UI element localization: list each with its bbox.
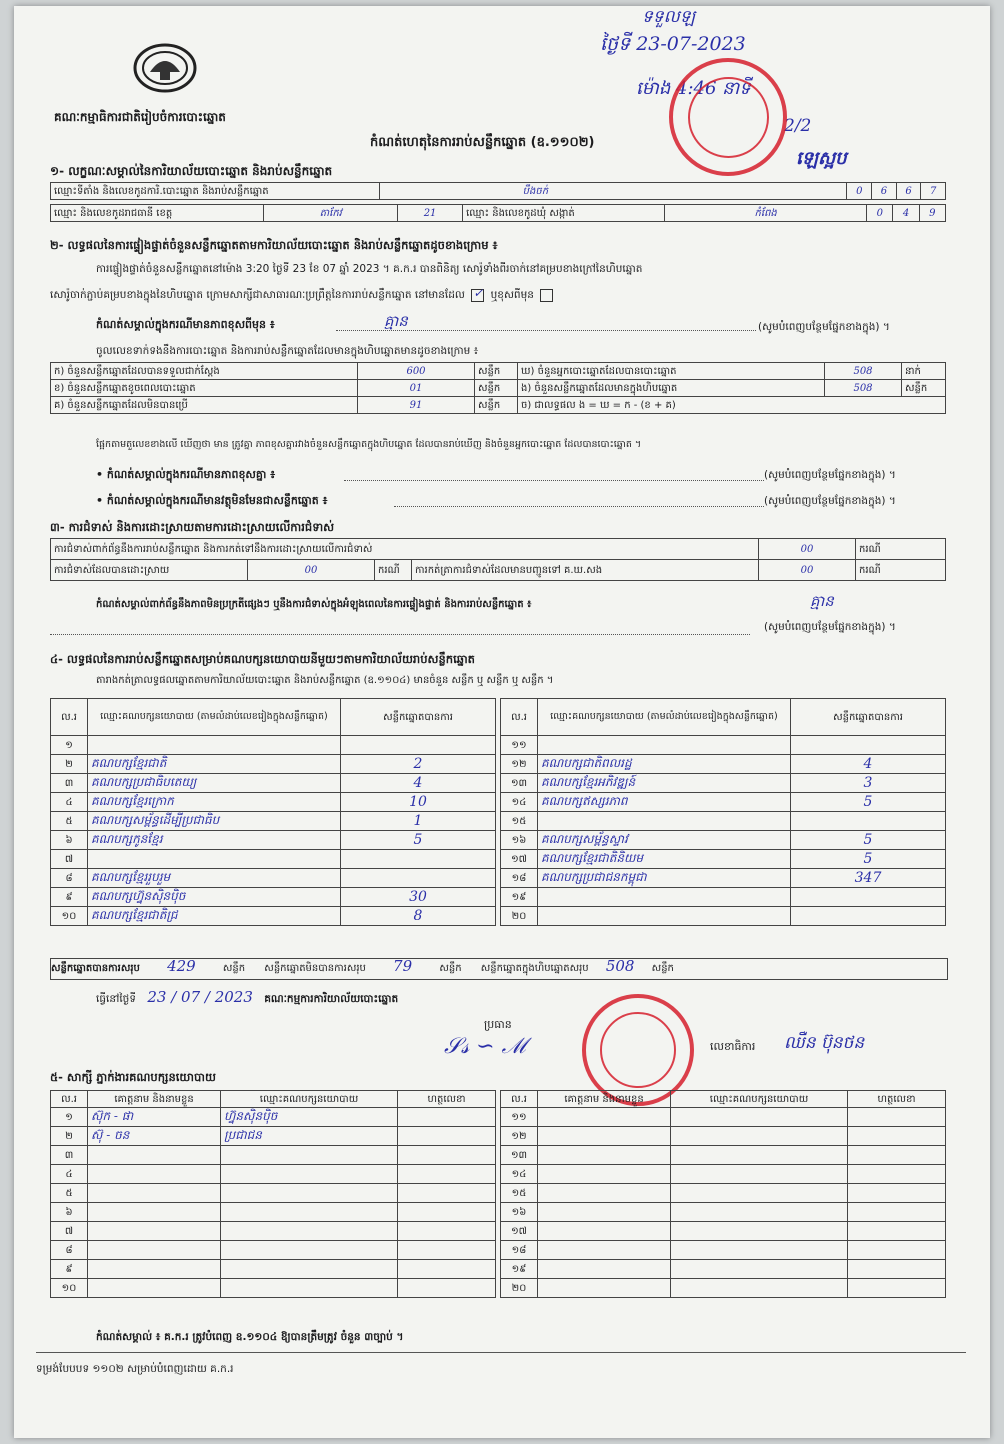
- s2-c-label: គ) ចំនួនសន្លឹកឆ្នោតដែលមិនបានប្រើ: [51, 397, 358, 414]
- s3-r1-value: 00: [759, 539, 856, 560]
- form-footer: ទម្រង់បែបបទ ១១០២ សម្រាប់បំពេញដោយ គ.ក.រ: [36, 1363, 234, 1375]
- label-different: ឬខុសពីមុន: [490, 289, 534, 301]
- row-party: គណបក្សសម្ព័ន្ធស្ទាវ: [538, 831, 791, 850]
- witness-signature: [398, 1260, 496, 1279]
- row-no: ៣: [51, 774, 88, 793]
- s4-left-table: [50, 698, 496, 926]
- witness-party: [671, 1241, 848, 1260]
- row-no: ១១: [501, 1108, 538, 1127]
- table-row: [51, 869, 496, 888]
- s4-total-box: 508: [605, 957, 635, 975]
- witness-signature: [398, 1279, 496, 1298]
- row-votes: 347: [791, 869, 946, 888]
- row-party: [538, 907, 791, 926]
- row-no: ៤: [51, 1165, 88, 1184]
- row-votes: [791, 907, 946, 926]
- s2-b-unit: សន្លឹក: [475, 380, 518, 397]
- s2-d-value: 508: [825, 363, 902, 380]
- s2-check-line: ផ្អែកតាមតួលេខខាងលើ ឃើញថា មាន ត្រូវគ្នា ភាពខុសគ្នារវាងចំនួនសន្លឹកឆ្នោតក្នុងហិបឆ្នោត ដែលបានរាប់ឃើញ និងចំនួនអ្នកបោះឆ្នោត ដែលបានបោះឆ្នោត ។: [96, 439, 642, 450]
- witness-signature: [848, 1222, 946, 1241]
- s2-c-value: 91: [358, 397, 475, 414]
- row-party: [538, 736, 791, 755]
- row-party: គណបក្សប្រជាជនកម្ពុជា: [538, 869, 791, 888]
- handwritten-date: ថ្ងៃទី 23-07-2023: [600, 33, 746, 55]
- row-party: គណបក្សខ្មែរជាតិនិយម: [538, 850, 791, 869]
- s1-code-digit: 6: [896, 183, 921, 200]
- s3-r2-label: ការជំទាស់ដែលបានដោះស្រាយ: [51, 560, 248, 581]
- table-row: [501, 869, 946, 888]
- checkbox-same[interactable]: ✓: [473, 285, 484, 300]
- witness-name: ស៊ុ - ចន: [88, 1127, 221, 1146]
- handwritten-received: ទទួលឡ: [642, 7, 696, 27]
- s4-col-no: ល.រ: [51, 699, 88, 736]
- section2-line2: សោរ៉ូចាក់ភ្ជាប់គម្របខាងក្នុងនៃហិបឆ្នោត ក្រោមសាក្សីជាសាធារណៈប្រព្រឹត្តនៃការរាប់សន្លឹកឆ្នោត នៅមានដែល ✓ ឬខុសពីមុន: [50, 288, 556, 302]
- table-row: [51, 1127, 496, 1146]
- s3-table: [50, 538, 946, 581]
- table-row: [501, 1184, 946, 1203]
- s2-bullet1-hint: (សូមបំពេញបន្ថែមផ្នែកខាងក្នុង) ។: [764, 469, 896, 481]
- row-no: ៩: [51, 1260, 88, 1279]
- row-no: ៧: [51, 1222, 88, 1241]
- row-no: ១៤: [501, 1165, 538, 1184]
- witness-name: [538, 1260, 671, 1279]
- s1-province-code: 21: [398, 205, 463, 222]
- form-title: កំណត់ហេតុនៃការរាប់សន្លឹកឆ្នោត (ឧ.១១០២): [370, 135, 595, 150]
- s1-commune-digit: 0: [867, 205, 893, 222]
- witness-signature: [848, 1165, 946, 1184]
- s2-a-unit: សន្លឹក: [475, 363, 518, 380]
- table-row: [501, 907, 946, 926]
- row-no: ៤: [51, 793, 88, 812]
- table-row: [501, 755, 946, 774]
- witness-signature: [398, 1165, 496, 1184]
- witness-party: [221, 1279, 398, 1298]
- table-row: [51, 1279, 496, 1298]
- witness-name: [88, 1260, 221, 1279]
- row-no: ១៦: [501, 831, 538, 850]
- section3-title: ៣- ការជំទាស់ និងការដោះស្រាយតាមការដោះស្រាយលើការជំទាស់: [50, 520, 335, 534]
- s2-e-value: 508: [825, 380, 902, 397]
- row-party: គណបក្សឥស្សរភាព: [538, 793, 791, 812]
- row-no: ៦: [51, 831, 88, 850]
- witness-name: ស៊ុក - ផា: [88, 1108, 221, 1127]
- table-row: [51, 850, 496, 869]
- row-no: ១៣: [501, 774, 538, 793]
- row-no: ១៥: [501, 1184, 538, 1203]
- s1-code-digit: 0: [847, 183, 872, 200]
- s2-intro: ចូលលេខទាក់ទងនឹងការបោះឆ្នោត និងការរាប់សន្លឹកឆ្នោតដែលមានក្នុងហិបឆ្នោតមានដូចខាងក្រោម ៖: [96, 345, 479, 357]
- row-votes: 5: [791, 793, 946, 812]
- row-party: [538, 812, 791, 831]
- table-row: [51, 831, 496, 850]
- s2-note-hint: (សូមបំពេញបន្ថែមផ្នែកខាងក្នុង) ។: [758, 321, 890, 333]
- witness-signature: [848, 1146, 946, 1165]
- witness-signature: [848, 1241, 946, 1260]
- official-stamp-top: [669, 58, 787, 176]
- s2-b-label: ខ) ចំនួនសន្លឹកឆ្នោតខូចពេលបោះឆ្នោត: [51, 380, 358, 397]
- table-row: [501, 1165, 946, 1184]
- witness-party: [671, 1108, 848, 1127]
- s1-row1-label: ឈ្មោះទីតាំង និងលេខកូដការិ.បោះឆ្នោត និងរាប់សន្លឹកឆ្នោត: [51, 183, 380, 200]
- s5-right-table: ល.រ គោត្តនាម និងនាមខ្លួន ឈ្មោះគណបក្សនយោបាយ ហត្ថលេខា ១១ ១២ ១៣ ១៤ ១៥ ១៦ ១៧ ១៨ ១៩ ២០: [500, 1090, 946, 1298]
- row-no: ១០: [51, 1279, 88, 1298]
- row-party: គណបក្សខ្មែរជាតិ: [88, 755, 341, 774]
- witness-signature: [398, 1203, 496, 1222]
- witness-party: [671, 1279, 848, 1298]
- row-votes: 5: [791, 831, 946, 850]
- witness-party: [221, 1165, 398, 1184]
- row-no: ១៤: [501, 793, 538, 812]
- s3-hint: (សូមបំពេញបន្ថែមផ្នែកខាងក្នុង) ។: [764, 621, 896, 633]
- witness-signature: [398, 1108, 496, 1127]
- row-votes: [341, 736, 496, 755]
- handwritten-time: ម៉ោង 4:46 នាទី: [636, 78, 751, 99]
- row-no: ១៧: [501, 1222, 538, 1241]
- row-votes: [791, 888, 946, 907]
- row-votes: 8: [341, 907, 496, 926]
- row-no: ៨: [51, 1241, 88, 1260]
- row-no: ៥: [51, 812, 88, 831]
- row-no: ១០: [51, 907, 88, 926]
- witness-signature: [398, 1146, 496, 1165]
- row-party: គណបក្សប្រជាធិបតេយ្យ: [88, 774, 341, 793]
- witness-party: [671, 1184, 848, 1203]
- row-no: ២: [51, 755, 88, 774]
- row-no: ៩: [51, 888, 88, 907]
- table-row: [501, 1146, 946, 1165]
- row-no: ១: [51, 736, 88, 755]
- row-no: ១២: [501, 755, 538, 774]
- witness-name: [88, 1222, 221, 1241]
- s3-r2-case: ករណី: [375, 560, 412, 581]
- row-party: គណបក្សខ្មែរក្រោក: [88, 793, 341, 812]
- table-row: [51, 774, 496, 793]
- s1-commune-label: ឈ្មោះ និងលេខកូដឃុំ សង្កាត់: [463, 205, 665, 222]
- witness-signature: [398, 1222, 496, 1241]
- s3-r2-label2: ការកត់ត្រាការជំទាស់ដែលមានបញ្ជូនទៅ គ.ឃ.សង: [412, 560, 759, 581]
- row-no: ៨: [51, 869, 88, 888]
- table-row: [501, 1260, 946, 1279]
- s2-bullet1: • កំណត់សម្គាល់ក្នុងករណីមានភាពខុសគ្នា ៖: [96, 468, 276, 481]
- row-party: គណបក្សខ្មែររួបរួម: [88, 869, 341, 888]
- row-votes: 5: [791, 850, 946, 869]
- witness-party: [221, 1260, 398, 1279]
- s3-note: កំណត់សម្គាល់ពាក់ព័ន្ធនឹងភាពមិនប្រក្រតីផ្សេងៗ ឬនឹងការជំទាស់ក្នុងអំឡុងពេលនៃការផ្ទៀងផ្ទាត់ និងការរាប់សន្លឹកឆ្នោត ៖: [96, 599, 532, 610]
- table-row: [51, 1203, 496, 1222]
- witness-name: [538, 1222, 671, 1241]
- row-votes: 1: [341, 812, 496, 831]
- handwritten-mark: ឡេស្អប: [796, 148, 847, 169]
- witness-name: [538, 1165, 671, 1184]
- s2-note-value: គ្មាន: [384, 312, 408, 330]
- row-party: [538, 888, 791, 907]
- witness-signature: [848, 1127, 946, 1146]
- row-no: ១៥: [501, 812, 538, 831]
- witness-party: [671, 1203, 848, 1222]
- row-votes: [341, 869, 496, 888]
- form-sheet: [14, 6, 990, 1438]
- row-no: ៣: [51, 1146, 88, 1165]
- section2-title: ២- លទ្ធផលនៃការផ្ទៀងផ្ទាត់ចំនួនសន្លឹកឆ្នោតតាមការិយាល័យបោះឆ្នោត និងរាប់សន្លឹកឆ្នោតដូចខាងក្រោម ៖: [50, 238, 498, 252]
- witness-party: [671, 1222, 848, 1241]
- s3-r2-case2: ករណី: [856, 560, 946, 581]
- s4-col-party: ឈ្មោះគណបក្សនយោបាយ (តាមលំដាប់លេខរៀងក្នុងសន្លឹកឆ្នោត): [88, 699, 341, 736]
- table-row: [51, 907, 496, 926]
- row-no: ១២: [501, 1127, 538, 1146]
- table-row: [501, 736, 946, 755]
- checkbox-different[interactable]: [540, 289, 553, 302]
- witness-name: [538, 1241, 671, 1260]
- emblem-logo: [132, 42, 198, 94]
- section4-title: ៤- លទ្ធផលនៃការរាប់សន្លឹកឆ្នោតសម្រាប់គណបក្សនយោបាយនីមួយៗតាមការិយាល័យរាប់សន្លឹកឆ្នោត: [50, 652, 475, 666]
- committee-name: គណៈកម្មាធិការជាតិរៀបចំការបោះឆ្នោត: [54, 110, 226, 124]
- chair-signature: 𝒮𝓈 ∽ ℳ: [444, 1034, 527, 1059]
- row-no: ១១: [501, 736, 538, 755]
- s1-commune-digit: 9: [919, 205, 945, 222]
- s1-commune-value: កំពែង: [665, 205, 867, 222]
- witness-signature: [848, 1279, 946, 1298]
- s2-note-line: [336, 330, 756, 331]
- s4-done-date: 23 / 07 / 2023: [147, 988, 253, 1006]
- witness-party: [221, 1203, 398, 1222]
- row-no: ១៨: [501, 869, 538, 888]
- witness-name: [88, 1241, 221, 1260]
- table-row: [501, 1127, 946, 1146]
- witness-party: [221, 1241, 398, 1260]
- witness-party: [221, 1184, 398, 1203]
- s4-done-line: ធ្វើនៅថ្ងៃទី 23 / 07 / 2023 គណៈកម្មការការិយាល័យបោះឆ្នោត: [96, 988, 399, 1006]
- s2-c-unit: សន្លឹក: [475, 397, 518, 414]
- witness-name: [88, 1165, 221, 1184]
- s2-a-value: 600: [358, 363, 475, 380]
- row-votes: 4: [341, 774, 496, 793]
- s1-code-digit: 7: [921, 183, 946, 200]
- witness-party: ប្រជាជន: [221, 1127, 398, 1146]
- s4-col-no: ល.រ: [501, 699, 538, 736]
- table-row: [51, 1241, 496, 1260]
- s2-d-unit: នាក់: [902, 363, 946, 380]
- witness-signature: [848, 1203, 946, 1222]
- s2-e-label: ង) ចំនួនសន្លឹកឆ្នោតដែលមានក្នុងហិបឆ្នោត: [518, 380, 825, 397]
- table-row: [501, 812, 946, 831]
- section5-title: ៥- សាក្សី ភ្នាក់ងារគណបក្សនយោបាយ: [50, 1070, 216, 1084]
- row-votes: [791, 812, 946, 831]
- row-votes: 30: [341, 888, 496, 907]
- s4-total-valid: 429: [167, 957, 196, 975]
- s1-province-value: តាកែវ: [264, 205, 398, 222]
- table-row: [51, 1222, 496, 1241]
- s2-bullet2-line: [394, 506, 764, 507]
- row-no: ១: [51, 1108, 88, 1127]
- row-no: ១៧: [501, 850, 538, 869]
- row-no: ៦: [51, 1203, 88, 1222]
- row-no: ២០: [501, 907, 538, 926]
- s1-province-label: ឈ្មោះ និងលេខកូដរាជធានី ខេត្ត: [51, 205, 264, 222]
- witness-name: [538, 1108, 671, 1127]
- s1-code-digit: 6: [872, 183, 897, 200]
- section2-line1: ការផ្ទៀងផ្ទាត់ចំនួនសន្លឹកឆ្នោតនៅម៉ោង 3:20 ថ្ងៃទី 23 ខែ 07 ឆ្នាំ 2023 ។ គ.ក.រ បានពិនិត្យ សោរ៉ូទាំងពីរចាក់នៅគម្របខាងក្រៅនៃហិបឆ្នោត: [96, 263, 643, 275]
- table-row: [51, 755, 496, 774]
- witness-party: ហ្វ៊ុនស៊ិនប៉ិច: [221, 1108, 398, 1127]
- table-row: [51, 1165, 496, 1184]
- table-row: [51, 888, 496, 907]
- s4-totals: សន្លឹកឆ្នោតបានការសរុប 429 សន្លឹក សន្លឹកឆ្នោតមិនបានការសរុប 79 សន្លឹក សន្លឹកឆ្នោតក្នុងហិបឆ្នោតសរុប 508 សន្លឹក: [50, 958, 948, 980]
- footer-rule: [36, 1352, 966, 1353]
- s5-left-table: ល.រ គោត្តនាម និងនាមខ្លួន ឈ្មោះគណបក្សនយោបាយ ហត្ថលេខា ១ ស៊ុក - ផា ហ្វ៊ុនស៊ិនប៉ិច ២ ស៊ុ - ចន ប្រជាជន ៣ ៤ ៥ ៦ ៧ ៨ ៩ ១០: [50, 1090, 496, 1298]
- row-party: គណបក្សខ្មែរជាតិជ្រ: [88, 907, 341, 926]
- s4-secretary-label: លេខាធិការ: [710, 1040, 756, 1053]
- witness-party: [671, 1165, 848, 1184]
- s2-counts-table: [50, 362, 946, 414]
- row-party: គណបក្សហ្វ៊ុនស៊ិនប៉ិច: [88, 888, 341, 907]
- row-votes: 3: [791, 774, 946, 793]
- row-no: ៧: [51, 850, 88, 869]
- witness-name: [88, 1184, 221, 1203]
- table-row: [501, 1222, 946, 1241]
- witness-party: [671, 1146, 848, 1165]
- table-row: [501, 1241, 946, 1260]
- s2-d-label: ឃ) ចំនួនអ្នកបោះឆ្នោតដែលបានបោះឆ្នោត: [518, 363, 825, 380]
- witness-party: [671, 1260, 848, 1279]
- row-party: គណបក្សជាតិពលរដ្ឋ: [538, 755, 791, 774]
- witness-signature: [848, 1184, 946, 1203]
- table-row: [501, 1203, 946, 1222]
- secretary-signature: ឈឺន ប៊ុនថន: [784, 1033, 865, 1053]
- table-row: [51, 1146, 496, 1165]
- table-row: [501, 1279, 946, 1298]
- witness-signature: [398, 1127, 496, 1146]
- section1-title: ១- លក្ខណៈសម្គាល់នៃការិយាល័យបោះឆ្នោត និងរាប់សន្លឹកឆ្នោត: [50, 164, 333, 178]
- row-no: ១៩: [501, 888, 538, 907]
- s3-r1-label: ការជំទាស់ពាក់ព័ន្ធនឹងការរាប់សន្លឹកឆ្នោត និងការកត់ទៅនឹងការដោះស្រាយលើការជំទាស់: [51, 539, 759, 560]
- row-no: ២០: [501, 1279, 538, 1298]
- row-votes: 10: [341, 793, 496, 812]
- s4-chair-label: ប្រធាន: [484, 1018, 512, 1031]
- s4-col-party: ឈ្មោះគណបក្សនយោបាយ (តាមលំដាប់លេខរៀងក្នុងសន្លឹកឆ្នោត): [538, 699, 791, 736]
- s3-note-value: គ្មាន: [810, 592, 834, 610]
- row-party: [88, 736, 341, 755]
- table-row: [501, 850, 946, 869]
- witness-name: [538, 1279, 671, 1298]
- s1-row1-value: បឹងចក់: [379, 183, 847, 200]
- s2-note-label: កំណត់សម្គាល់ក្នុងករណីមានភាពខុសពីមុន ៖: [96, 318, 275, 331]
- row-votes: 5: [341, 831, 496, 850]
- table-row: [501, 831, 946, 850]
- witness-name: [538, 1146, 671, 1165]
- witness-name: [88, 1279, 221, 1298]
- row-party: គណបក្សសម្ព័ន្ធដើម្បីប្រជាធិប: [88, 812, 341, 831]
- witness-name: [88, 1203, 221, 1222]
- s4-right-table: [500, 698, 946, 926]
- s3-r2-value2: 00: [759, 560, 856, 581]
- table-row: [501, 888, 946, 907]
- s4-col-votes: សន្លឹកឆ្នោតបានការ: [341, 699, 496, 736]
- witness-signature: [398, 1241, 496, 1260]
- row-no: ១៨: [501, 1241, 538, 1260]
- witness-party: [221, 1222, 398, 1241]
- table-row: [51, 1260, 496, 1279]
- s2-bullet1-line: [344, 480, 764, 481]
- s5-footnote: កំណត់សម្គាល់ ៖ គ.ក.រ ត្រូវបំពេញ ឧ.១១០៤ ឱ្យបានត្រឹមត្រូវ ចំនួន ៣ច្បាប់ ។: [96, 1331, 404, 1343]
- s2-a-label: ក) ចំនួនសន្លឹកឆ្នោតដែលបានទទួលជាក់ស្តែង: [51, 363, 358, 380]
- row-no: ១៣: [501, 1146, 538, 1165]
- s1-commune-digit: 4: [893, 205, 919, 222]
- s3-r2-value: 00: [248, 560, 375, 581]
- row-no: ១៩: [501, 1260, 538, 1279]
- row-party: [88, 850, 341, 869]
- row-votes: [791, 736, 946, 755]
- witness-party: [671, 1127, 848, 1146]
- witness-party: [221, 1146, 398, 1165]
- s4-col-votes: សន្លឹកឆ្នោតបានការ: [791, 699, 946, 736]
- row-votes: 2: [341, 755, 496, 774]
- row-votes: 4: [791, 755, 946, 774]
- table-row: [501, 1108, 946, 1127]
- table-row: [51, 1184, 496, 1203]
- row-no: ៥: [51, 1184, 88, 1203]
- witness-name: [538, 1184, 671, 1203]
- table-row: [51, 736, 496, 755]
- s2-bullet2: • កំណត់សម្គាល់ក្នុងករណីមានវត្ថុមិនមែនជាសន្លឹកឆ្នោត ៖: [96, 494, 328, 507]
- section1-table: [50, 182, 946, 200]
- s3-note-line: [50, 634, 750, 635]
- row-no: ២: [51, 1127, 88, 1146]
- table-row: [51, 812, 496, 831]
- s4-total-invalid: 79: [393, 957, 413, 975]
- section1-table-row2: [50, 204, 946, 222]
- s2-b-value: 01: [358, 380, 475, 397]
- witness-signature: [848, 1108, 946, 1127]
- witness-name: [538, 1127, 671, 1146]
- row-no: ១៦: [501, 1203, 538, 1222]
- handwritten-frac: 2/2: [784, 116, 812, 136]
- s2-f-label: ច) ជាលទ្ធផល ង = ឃ = ក - (ខ + គ): [518, 397, 946, 414]
- table-row: [501, 793, 946, 812]
- row-votes: [341, 850, 496, 869]
- s3-r1-case: ករណី: [856, 539, 946, 560]
- witness-signature: [848, 1260, 946, 1279]
- table-row: [501, 774, 946, 793]
- row-party: គណបក្សខ្មែរអភិវឌ្ឍន៍: [538, 774, 791, 793]
- row-party: គណបក្សកូនខ្មែរ: [88, 831, 341, 850]
- s2-e-unit: សន្លឹក: [902, 380, 946, 397]
- witness-name: [88, 1146, 221, 1165]
- witness-signature: [398, 1184, 496, 1203]
- witness-name: [538, 1203, 671, 1222]
- table-row: [51, 1108, 496, 1127]
- s4-subtitle: តារាងកត់ត្រាលទ្ធផលឆ្នោតតាមការិយាល័យបោះឆ្នោត និងរាប់សន្លឹកឆ្នោត (ឧ.១១០៤) មានចំនួន សន្លឹក ឬ សន្លឹក ឬ សន្លឹក ។: [96, 675, 554, 686]
- s2-bullet2-hint: (សូមបំពេញបន្ថែមផ្នែកខាងក្នុង) ។: [764, 495, 896, 507]
- table-row: [51, 793, 496, 812]
